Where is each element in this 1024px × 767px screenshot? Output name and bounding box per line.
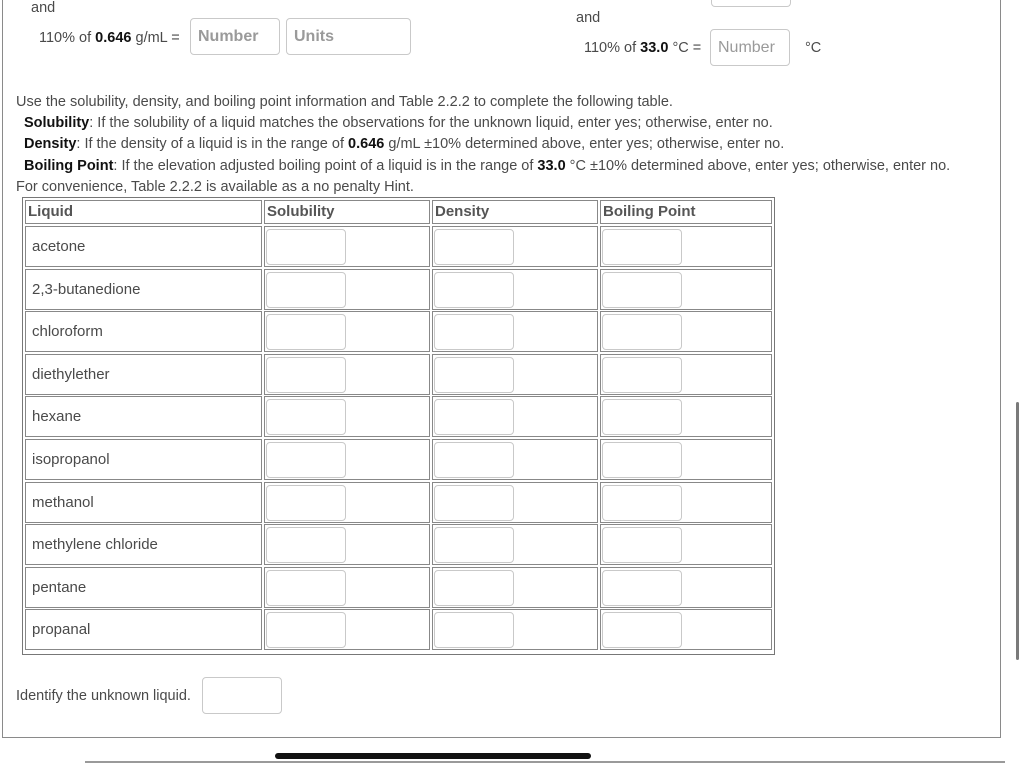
upper-answer-field-partial[interactable] [711,0,791,7]
density-cell [432,226,598,267]
boiling-point-input[interactable] [602,485,682,521]
bp-110-expression: 110% of 33.0 °C = [584,40,702,56]
liquid-name-cell: isopropanol [25,439,262,480]
boiling-point-cell [600,226,772,267]
density-110-expression: 110% of 0.646 g/mL = [39,30,180,46]
bottom-divider [85,761,1005,763]
solubility-input[interactable] [266,357,346,393]
solubility-input[interactable] [266,612,346,648]
boiling-point-cell [600,396,772,437]
unknown-liquid-input[interactable] [202,677,282,714]
solubility-input[interactable] [266,527,346,563]
boiling-point-cell [600,567,772,608]
hint-note: For convenience, Table 2.2.2 is available as a no penalty Hint. [16,178,414,195]
density-cell [432,311,598,352]
density-input[interactable] [434,357,514,393]
density-input[interactable] [434,485,514,521]
density-instruction: Density: If the density of a liquid is in the range of 0.646 g/mL ±10% determined above, enter yes; otherwise, enter no. [24,136,785,153]
liquid-name-cell: chloroform [25,311,262,352]
solubility-input[interactable] [266,229,346,265]
solubility-input[interactable] [266,485,346,521]
solubility-input[interactable] [266,442,346,478]
density-units-input[interactable]: Units [286,18,411,55]
density-input[interactable] [434,442,514,478]
and-label: and [31,0,56,16]
solubility-cell [264,396,430,437]
liquid-name-cell: methanol [25,482,262,523]
solubility-cell [264,439,430,480]
boiling-point-input[interactable] [602,272,682,308]
solubility-cell [264,482,430,523]
density-cell [432,396,598,437]
density-cell [432,609,598,650]
header-liquid: Liquid [25,200,262,224]
identify-label: Identify the unknown liquid. [16,688,191,704]
bp-unit-label: °C [805,40,822,56]
density-value: 0.646 [95,30,132,46]
boiling-point-input[interactable] [602,357,682,393]
boiling-point-input[interactable] [602,570,682,606]
density-cell [432,524,598,565]
density-input[interactable] [434,399,514,435]
solubility-cell [264,354,430,395]
density-cell [432,269,598,310]
density-input[interactable] [434,314,514,350]
boiling-point-cell [600,482,772,523]
liquid-name-cell: pentane [25,567,262,608]
bp-number-input[interactable]: Number [710,29,790,66]
liquid-name-cell: hexane [25,396,262,437]
boiling-point-input[interactable] [602,527,682,563]
solubility-input[interactable] [266,399,346,435]
boiling-point-cell [600,524,772,565]
solubility-cell [264,269,430,310]
solubility-input[interactable] [266,570,346,606]
density-cell [432,439,598,480]
panel-border [2,737,1001,738]
density-cell [432,354,598,395]
solubility-cell [264,524,430,565]
instructions [16,92,1006,198]
boiling-point-instruction: Boiling Point: If the elevation adjusted boiling point of a liquid is in the range of 33.0 °C ±10% determined above, enter yes; otherwise, enter no. [24,157,951,174]
header-solubility: Solubility [264,200,430,224]
density-input[interactable] [434,272,514,308]
boiling-point-cell [600,354,772,395]
density-cell [432,567,598,608]
density-input[interactable] [434,612,514,648]
liquid-name-cell: propanal [25,609,262,650]
density-cell [432,482,598,523]
solubility-cell [264,609,430,650]
boiling-point-input[interactable] [602,314,682,350]
panel-border [2,0,3,738]
solubility-input[interactable] [266,314,346,350]
boiling-point-input[interactable] [602,399,682,435]
solubility-cell [264,567,430,608]
boiling-point-input[interactable] [602,229,682,265]
boiling-point-cell [600,439,772,480]
instructions-intro: Use the solubility, density, and boiling point information and Table 2.2.2 to complete the following table. [16,94,673,110]
density-input[interactable] [434,527,514,563]
solubility-cell [264,226,430,267]
boiling-point-cell [600,609,772,650]
boiling-point-input[interactable] [602,612,682,648]
density-input[interactable] [434,229,514,265]
liquid-name-cell: 2,3-butanedione [25,269,262,310]
header-density: Density [432,200,598,224]
home-indicator[interactable] [275,753,591,759]
and-label: and [576,10,601,26]
solubility-instruction: Solubility: If the solubility of a liquid matches the observations for the unknown liquid, enter yes; otherwise, enter no. [24,115,773,132]
liquid-name-cell: methylene chloride [25,524,262,565]
solubility-cell [264,311,430,352]
header-boiling-point: Boiling Point [600,200,772,224]
density-number-input[interactable]: Number [190,18,280,55]
scrollbar[interactable] [1016,402,1019,660]
boiling-point-cell [600,269,772,310]
boiling-point-input[interactable] [602,442,682,478]
liquid-name-cell: acetone [25,226,262,267]
boiling-point-cell [600,311,772,352]
liquid-name-cell: diethylether [25,354,262,395]
bp-value: 33.0 [640,40,669,56]
solubility-input[interactable] [266,272,346,308]
density-input[interactable] [434,570,514,606]
